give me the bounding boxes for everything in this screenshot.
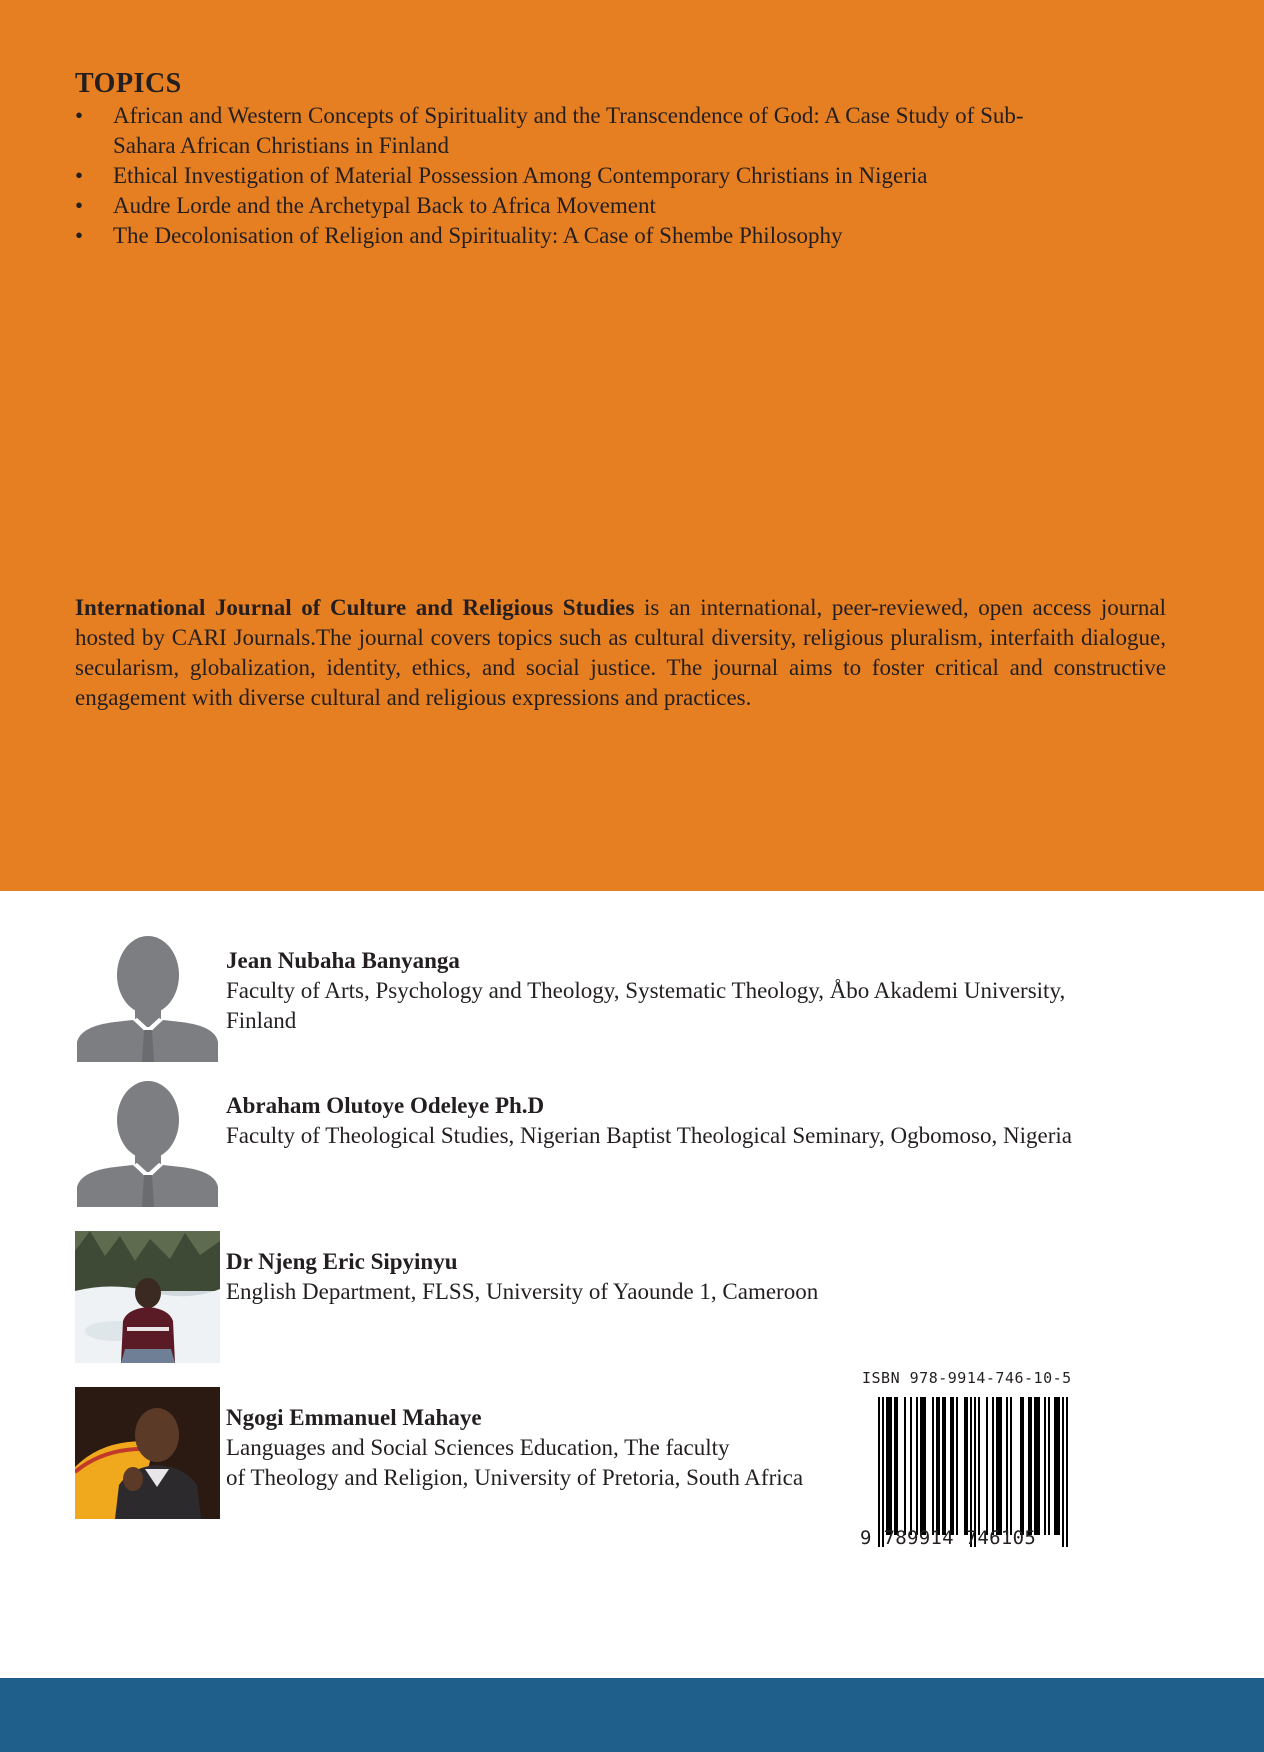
topic-item (75, 191, 1075, 221)
barcode-bar (888, 1397, 890, 1535)
barcode-bar (920, 1397, 922, 1535)
author-affiliation: Faculty of Arts, Psychology and Theology, Systematic Theology, Åbo Akademi University, (226, 978, 1066, 1003)
bullet-icon: • (75, 193, 84, 218)
barcode-bar (882, 1397, 884, 1547)
barcode-bar (1020, 1397, 1022, 1535)
barcode-bar (1058, 1397, 1060, 1535)
author-affiliation: Finland (226, 1008, 297, 1033)
author-avatar (75, 1075, 220, 1207)
barcode-bar (1038, 1397, 1040, 1535)
author-name: Dr Njeng Eric Sipyinyu (226, 1249, 458, 1274)
barcode-bar (932, 1397, 934, 1535)
barcode-bar (974, 1397, 976, 1547)
barcode-bar (1056, 1397, 1058, 1535)
author-photo (75, 1387, 220, 1519)
barcode-bar (938, 1397, 940, 1535)
barcode-bar (896, 1397, 898, 1535)
barcode-bar (1006, 1397, 1008, 1535)
barcode-bar (1010, 1397, 1012, 1535)
barcode-bar (894, 1397, 896, 1535)
author-affiliation: Languages and Social Sciences Education, The faculty (226, 1435, 730, 1460)
author-info (226, 1091, 1226, 1151)
barcode-bar (904, 1397, 906, 1535)
barcode-bar (1000, 1397, 1002, 1535)
barcode-bar (886, 1397, 888, 1535)
author-name: Abraham Olutoye Odeleye Ph.D (226, 1093, 545, 1118)
barcode-bar (1022, 1397, 1024, 1535)
barcode-bar (1062, 1397, 1064, 1547)
topic-item (75, 221, 1075, 251)
barcode-bar (966, 1397, 968, 1535)
author-name: Jean Nubaha Banyanga (226, 948, 460, 973)
bullet-icon: • (75, 163, 84, 188)
barcode-bar (978, 1397, 980, 1535)
author-name: Ngogi Emmanuel Mahaye (226, 1405, 482, 1430)
barcode-bar (916, 1397, 918, 1535)
barcode-bar (924, 1397, 926, 1535)
barcode-bar (986, 1397, 988, 1535)
barcode-bar (1028, 1397, 1030, 1535)
barcode-bar (956, 1397, 958, 1535)
author-entry (75, 930, 1175, 1062)
barcode-bar (910, 1397, 912, 1535)
barcode-bar (1066, 1397, 1068, 1547)
author-entry (75, 1231, 1175, 1363)
isbn-label: ISBN 978-9914-746-10-5 (862, 1369, 1072, 1387)
barcode-bar (942, 1397, 944, 1535)
barcode-bar (1034, 1397, 1036, 1535)
barcode-bar (1044, 1397, 1046, 1535)
barcode-bar (970, 1397, 972, 1547)
footer-bar (0, 1678, 1264, 1752)
journal-description-text: is an international, peer-reviewed, open access journal hosted by CARI Journals.The journal covers topics such as cultural diversity, religious pluralism, interfaith dialogue, secularism, globalization, identity, ethics, and social justice. The journal aims to foster critical and constructive engagement with diverse cultural and religious expressions and practices. (75, 595, 1167, 710)
topic-item (75, 161, 1075, 191)
topic-item (75, 101, 1075, 161)
author-photo (75, 1231, 220, 1363)
author-avatar (75, 930, 220, 1062)
barcode-bar (964, 1397, 966, 1535)
author-affiliation: Faculty of Theological Studies, Nigerian Baptist Theological Seminary, Ogbomoso, Nigeria (226, 1123, 1072, 1148)
bullet-icon: • (75, 223, 84, 248)
barcode-bar (1030, 1397, 1032, 1535)
barcode-bar (1048, 1397, 1050, 1535)
bullet-icon: • (75, 103, 84, 128)
topic-text: African and Western Concepts of Spirituality and the Transcendence of God: A Case Study of Sub-Sahara African Christians in Finland (113, 103, 1024, 158)
barcode-bar (922, 1397, 924, 1535)
author-affiliation: English Department, FLSS, University of Yaounde 1, Cameroon (226, 1279, 819, 1304)
topics-list (75, 101, 1075, 251)
barcode-bar (1036, 1397, 1038, 1535)
barcode-bar (950, 1397, 952, 1535)
barcode-bar (998, 1397, 1000, 1535)
topic-text: The Decolonisation of Religion and Spirituality: A Case of Shembe Philosophy (113, 223, 843, 248)
barcode-bar (1054, 1397, 1056, 1535)
barcode-bar (992, 1397, 994, 1535)
snow-portrait-photo (75, 1231, 220, 1363)
isbn-barcode (860, 1369, 1080, 1554)
author-info (226, 1247, 1226, 1307)
author-info (226, 946, 1226, 1036)
person-silhouette-icon (75, 1075, 220, 1207)
author-entry (75, 1075, 1175, 1207)
barcode-bar (996, 1397, 998, 1535)
topics-heading: TOPICS (75, 68, 182, 99)
studio-portrait-photo (75, 1387, 220, 1519)
topic-text: Audre Lorde and the Archetypal Back to Africa Movement (113, 193, 656, 218)
barcode-bar (878, 1397, 880, 1547)
author-affiliation: of Theology and Religion, University of Pretoria, South Africa (226, 1465, 804, 1490)
person-silhouette-icon (75, 930, 220, 1062)
barcode-bar (944, 1397, 946, 1535)
barcode-bar (936, 1397, 938, 1535)
barcode-bar (890, 1397, 892, 1535)
journal-name: International Journal of Culture and Religious Studies (75, 595, 635, 620)
journal-description (75, 593, 1166, 713)
topic-text: Ethical Investigation of Material Possession Among Contemporary Christians in Nigeria (113, 163, 928, 188)
barcode-bar (952, 1397, 954, 1535)
barcode-digits: 9 789914 746105 (860, 1527, 1037, 1549)
